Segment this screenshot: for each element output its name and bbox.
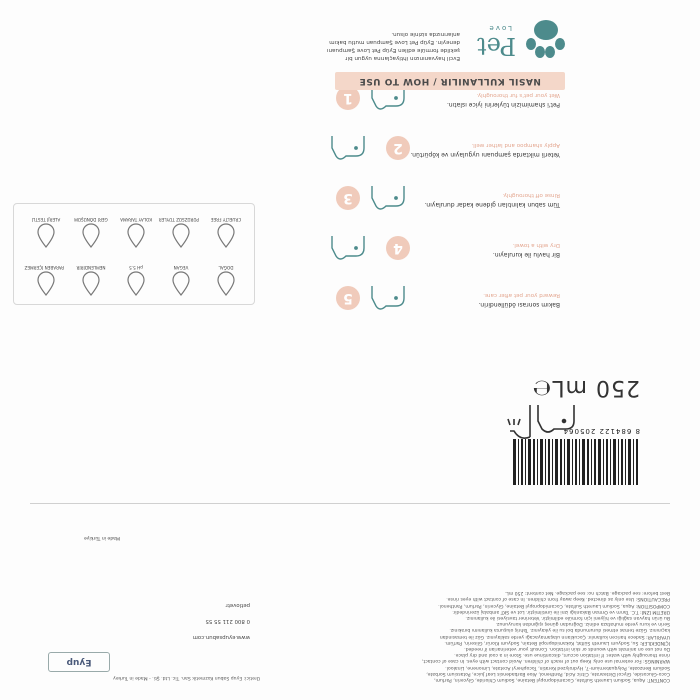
small-print-line: WARNINGS: For external use only. Keep out of reach of children. Avoid contact with eyes. In case of contact, <box>421 658 670 664</box>
pet-face-icon <box>32 222 60 250</box>
feature-symbol-label: pH 5.5 <box>129 265 143 270</box>
phone-text: 0 800 211 55 55 <box>205 618 250 624</box>
feature-symbol <box>208 265 244 298</box>
contact-area <box>30 510 260 680</box>
small-print-line: Do not use on animals with wounds or skin irritation. Consult your veterinarian if needed. <box>464 645 670 651</box>
step-text-tr: Bakım sonrası ödüllendirin. <box>478 301 560 308</box>
moisture-icon <box>77 270 105 298</box>
comb-icon <box>122 222 150 250</box>
feature-symbol <box>118 217 154 250</box>
heart-paw-icon <box>212 222 240 250</box>
usage-step <box>330 274 560 320</box>
smooth-fur-icon <box>167 222 195 250</box>
feature-symbol-label: KOLAY TARAMA <box>120 217 152 222</box>
usage-step <box>330 174 560 220</box>
paraben-free-icon <box>32 270 60 298</box>
step-number-badge: 2 <box>386 136 410 160</box>
small-print-line: kaçınınız. Göze temas etmesi durumunda bol su ile yıkayınız. Tahriş oluşursa kullanımı bırakınız. <box>449 627 670 633</box>
made-in-text: Made in Türkiye <box>83 535 120 540</box>
step-text-tr: Yeterli miktarda şampuanı uygulayın ve köpürtün. <box>410 151 560 158</box>
feature-symbol <box>73 217 109 250</box>
how-to-use-column <box>330 20 560 340</box>
step-pictogram-icon <box>326 128 370 168</box>
feature-symbol <box>163 265 199 298</box>
website-text: www.eyupsabun.com <box>192 634 250 640</box>
feature-symbol-label: PÜRÜZSÜZ TÜYLER <box>158 217 199 222</box>
feature-symbol-label: VEGAN <box>173 265 189 270</box>
small-print-line: PRECAUTIONS: Use only as directed. Keep away from children. In case of contact with eyes rinse. <box>446 596 670 602</box>
small-print-line: COMPOSITION: Aqua, Sodium Laureth Sulfate, Cocamidopropyl Betaine, Glycerin, Parfum, Panthenol. <box>438 602 670 608</box>
usage-step <box>330 224 560 270</box>
barcode-number: 8 684122 205064 <box>562 427 640 435</box>
intro-line: Evcil hayvanınızın ihtiyaçlarına uygun bir <box>345 55 460 61</box>
small-print-line: rinse thoroughly with water. If irritation occurs, discontinue use. Store in a cool and dry place. <box>454 652 670 658</box>
small-print-line: CONTENT: Aqua, Sodium Laureth Sulfate, Cocamidopropyl Betaine, Sodium Chloride, Glycerin, Parfum, <box>434 677 670 682</box>
step-text-en: Rinse off thoroughly. <box>502 192 560 198</box>
step-text-tr: Tüm sabun kalıntıları gidene kadar durulayın. <box>424 201 560 208</box>
step-number-badge: 5 <box>336 286 360 310</box>
feature-symbol-label: PARABEN İÇERMEZ <box>24 265 64 270</box>
divider-line <box>30 503 670 504</box>
feature-symbol-label: NEMLENDİRİR <box>76 265 106 270</box>
feature-symbol <box>208 217 244 250</box>
step-pictogram-icon <box>366 178 410 218</box>
small-print-block <box>270 512 670 682</box>
feature-symbol-label: DOĞAL <box>218 265 234 270</box>
brand-name: Pet <box>477 32 516 60</box>
step-pictogram-icon <box>366 278 410 318</box>
step-number-badge: 4 <box>386 236 410 260</box>
paw-logo <box>522 14 570 62</box>
manufacturer-info: Üretici: Eyup Sabun Kozmetik San. Tic. Ltd. Şti. - Made in Turkey <box>113 675 260 680</box>
ph-drop-icon <box>122 270 150 298</box>
small-print-line: Coco-Glucoside, Glycol Distearate, Citric Acid, Panthenol, Aloe Barbadensis Leaf Juice, Potassium Sorbate, <box>426 670 670 676</box>
intro-line: anlarınızda sizinle olsun. <box>391 31 460 37</box>
dog-shower-illustration <box>500 395 580 445</box>
feature-symbol-label: ALERJİ TESTLİ <box>31 217 61 222</box>
small-print-line: Bu ürün hayvan sağlığı ve hijyeni için formüle edilmiştir. Veteriner tavsiyesi ile kullanınız. <box>465 614 670 620</box>
step-text-en: Wet your pet's fur thoroughly. <box>476 92 560 98</box>
feature-symbol-label: GERİ DÖNÜŞÜM <box>74 217 108 222</box>
feature-symbol-label: CRUELTY FREE <box>210 217 242 222</box>
manufacturer-logo: Eyup <box>48 652 110 672</box>
feature-symbol <box>73 265 109 298</box>
usage-step <box>330 124 560 170</box>
dog-bath-icon <box>500 395 580 445</box>
small-print-line: Best before: see package. Batch no: see package. Net content: 250 mL. <box>504 590 670 596</box>
usage-title-bar <box>335 72 565 90</box>
intro-line: deneyin. Eyüp Pet Love Şampuan mutlu bakım <box>329 39 460 45</box>
leaf-drop-icon <box>212 270 240 298</box>
step-pictogram-icon <box>326 228 370 268</box>
small-print-line: UYARILAR: Sadece haricen kullanılır. Çocukların ulaşamayacağı yerde saklayınız. Göz ile temasından <box>439 633 670 639</box>
paw-icon <box>522 14 570 62</box>
brand-header <box>270 8 570 68</box>
small-print-line: Serin ve kuru yerde muhafaza ediniz. Doğrudan güneş ışığından koruyunuz. <box>495 621 670 627</box>
brand-intro <box>270 30 460 62</box>
small-print-line: Sodium Benzoate, Polyquaternium-7, Hydrolyzed Keratin, Tocopheryl Acetate, Limonene, Linalool. <box>445 664 670 670</box>
feature-symbol <box>158 217 199 250</box>
vegan-hand-icon <box>167 270 195 298</box>
intro-line: şekilde formüle edilen Eyüp Pet Love Şampuanı <box>326 47 460 53</box>
step-text-en: Reward your pet after care. <box>483 292 560 298</box>
volume-text: 250 mL℮ <box>531 375 640 400</box>
feature-symbol <box>118 265 154 298</box>
symbols-box <box>13 203 255 305</box>
step-text-en: Dry with a towel. <box>512 242 560 248</box>
step-text-en: Apply shampoo and lather well. <box>471 142 560 148</box>
small-print-line: İÇİNDEKİLER: Su, Sodyum Laureth Sülfat, Kokamidopropil Betain, Sodyum Klorür, Gliserin, Parfüm. <box>444 639 670 645</box>
instagram-text: petlovetr <box>225 602 250 608</box>
step-number-badge: 3 <box>336 186 360 210</box>
brand-sub: Love <box>487 24 512 32</box>
feature-symbol <box>24 265 64 298</box>
step-text-tr: Bir havlu ile kurulayın. <box>492 251 560 258</box>
usage-title: NASIL KULLANILIR / HOW TO USE <box>359 76 541 86</box>
small-print-line: ÜRETİM İZNİ: T.C. Tarım ve Orman Bakanlığı izni ile üretilmiştir. Lot ve SKT ambalaj üzerindedir. <box>452 608 670 614</box>
recycle-icon <box>77 222 105 250</box>
step-number-badge: 1 <box>336 86 360 110</box>
step-text-tr: Pet'i shamimizin tüylerini iyice ıslatın. <box>446 101 560 108</box>
feature-symbol <box>28 217 64 250</box>
